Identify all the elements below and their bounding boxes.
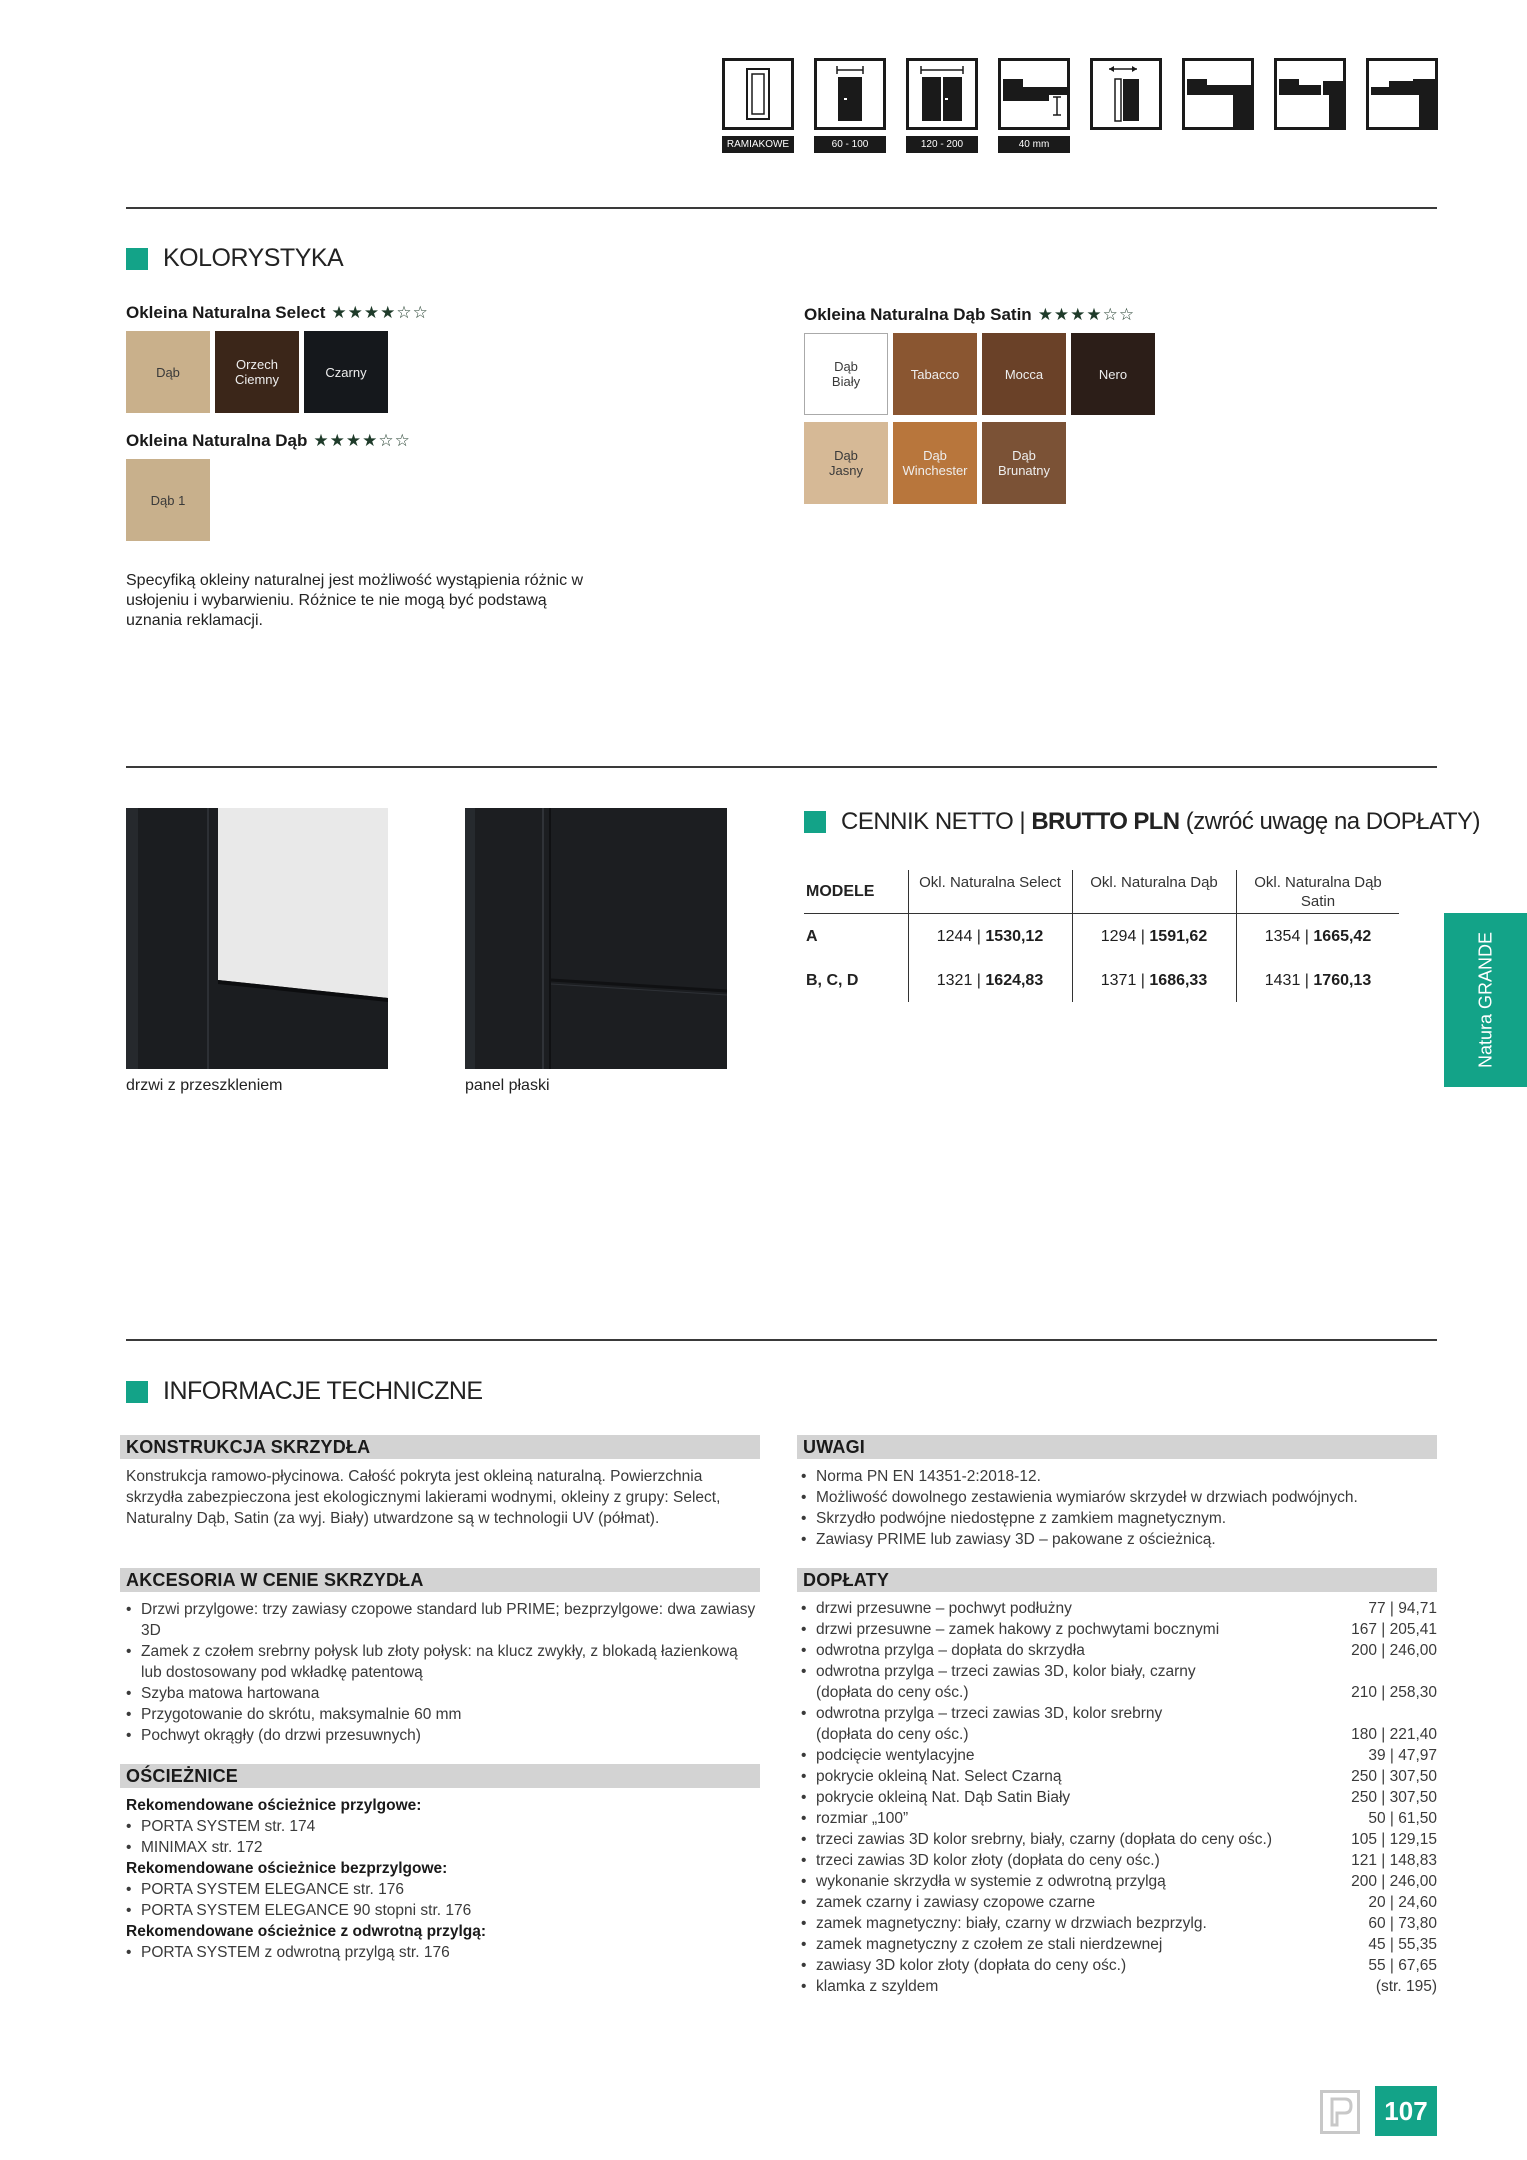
surcharge-value: 210 | 258,30	[1351, 1684, 1437, 1701]
list-item: • Możliwość dowolnego zestawienia wymiarów skrzydeł w drzwiach podwójnych.	[801, 1487, 1437, 1508]
icon-label-double: 120 - 200	[906, 136, 978, 153]
swatch-mocca: Mocca	[982, 333, 1066, 415]
surcharge-value: 180 | 221,40	[1351, 1726, 1437, 1743]
surcharge-row	[801, 1724, 1437, 1745]
section-marker	[126, 1381, 148, 1403]
surcharge-label: • trzeci zawias 3D kolor złoty (dopłata do ceny ośc.)	[801, 1850, 1160, 1871]
table-col-divider	[1236, 870, 1237, 1002]
swatch-czarny: Czarny	[304, 331, 388, 413]
icon-label-thickness: 40 mm	[998, 136, 1070, 153]
surcharge-label: • odwrotna przylga – trzeci zawias 3D, kolor biały, czarny	[801, 1661, 1196, 1682]
surcharge-label: • klamka z szyldem	[801, 1976, 938, 1997]
accessories-list	[126, 1599, 760, 1746]
surcharge-value: 20 | 24,60	[1368, 1894, 1437, 1911]
surcharge-label: • trzeci zawias 3D kolor srebrny, biały, czarny (dopłata do ceny ośc.)	[801, 1829, 1272, 1850]
caption-flat: panel płaski	[465, 1077, 550, 1094]
surcharge-label: • zamek czarny i zawiasy czopowe czarne	[801, 1892, 1095, 1913]
veneer-note: Specyfiką okleiny naturalnej jest możliwość wystąpienia różnic w usłojeniu i wybarwieniu. Różnice te nie mogą być podstawą uznania reklamacji.	[126, 572, 584, 629]
surcharge-value: 45 | 55,35	[1368, 1936, 1437, 1953]
surcharge-value: 200 | 246,00	[1351, 1873, 1437, 1890]
surcharge-value: 105 | 129,15	[1351, 1831, 1437, 1848]
divider-top	[126, 207, 1437, 209]
price-bcd-select: 1321 | 1624,83	[936, 972, 1044, 989]
surcharge-row	[801, 1808, 1437, 1829]
construction-text: Konstrukcja ramowo-płycinowa. Całość pokryta jest okleiną naturalną. Powierzchnia skrzydła zabezpieczona jest ekologicznymi lakierami wodnymi, okleiny z grupy: Select, Naturalny Dąb, Satin (za wyj. Biały) utwardzone są w technologii UV (półmat).	[126, 1468, 721, 1527]
icon-double-door	[906, 58, 978, 153]
surcharges-list	[801, 1598, 1437, 1997]
col-header-dab-satin: Okl. Naturalna Dąb Satin	[1254, 874, 1382, 910]
surcharge-value: 60 | 73,80	[1368, 1915, 1437, 1932]
icon-single-door	[814, 58, 886, 153]
icon-thickness	[998, 58, 1070, 153]
frame-door-icon	[722, 58, 794, 130]
list-item: • PORTA SYSTEM ELEGANCE str. 176	[126, 1879, 760, 1900]
table-col-divider	[908, 870, 909, 1002]
surcharge-label: • odwrotna przylga – dopłata do skrzydła	[801, 1640, 1085, 1661]
surcharge-row	[801, 1871, 1437, 1892]
table-col-divider	[1072, 870, 1073, 1002]
swatch-dab: Dąb	[126, 331, 210, 413]
swatch-orzech-ciemny: Orzech Ciemny	[215, 331, 299, 413]
row-model-bcd: B, C, D	[806, 972, 859, 989]
price-a-satin: 1354 | 1665,42	[1264, 928, 1372, 945]
surcharge-row	[801, 1619, 1437, 1640]
col-header-dab: Okl. Naturalna Dąb	[1090, 874, 1218, 891]
notes-list	[801, 1466, 1437, 1550]
list-item: • PORTA SYSTEM z odwrotną przylgą str. 176	[126, 1942, 760, 1963]
price-bcd-dab: 1371 | 1686,33	[1100, 972, 1208, 989]
surcharge-label: • rozmiar „100”	[801, 1808, 908, 1829]
surcharge-label: • wykonanie skrzydła w systemie z odwrotną przylgą	[801, 1871, 1166, 1892]
surcharge-label: (dopłata do ceny ośc.)	[816, 1684, 969, 1701]
icon-non-rebated	[1274, 58, 1346, 153]
swatch-dab-jasny: Dąb Jasny	[804, 422, 888, 504]
tech-section-title: INFORMACJE TECHNICZNE	[126, 1377, 483, 1406]
divider-lower	[126, 1339, 1437, 1341]
sliding-door-icon	[1090, 58, 1162, 130]
icon-frame-door	[722, 58, 794, 153]
surcharge-row	[801, 1955, 1437, 1976]
price-a-dab: 1294 | 1591,62	[1100, 928, 1208, 945]
table-header-line	[804, 913, 1399, 914]
notes-title: UWAGI	[797, 1435, 1437, 1459]
surcharge-value: 250 | 307,50	[1351, 1768, 1437, 1785]
icon-label-single: 60 - 100	[814, 136, 886, 153]
frames-heading-reverse: Rekomendowane ościeżnice z odwrotną przylgą:	[126, 1923, 487, 1940]
surcharge-label: • pokrycie okleiną Nat. Dąb Satin Biały	[801, 1787, 1070, 1808]
price-section-title: CENNIK NETTO | BRUTTO PLN (zwróć uwagę na DOPŁATY)	[804, 808, 1480, 836]
surcharges-title: DOPŁATY	[797, 1568, 1437, 1592]
side-tab-natura-grande: Natura GRANDE	[1444, 913, 1527, 1087]
accessories-title: AKCESORIA W CENIE SKRZYDŁA	[120, 1568, 760, 1592]
icon-reverse	[1366, 58, 1438, 153]
list-item: • Szyba matowa hartowana	[126, 1683, 760, 1704]
reverse-rebate-icon	[1366, 58, 1438, 130]
list-item: • Pochwyt okrągły (do drzwi przesuwnych)	[126, 1725, 760, 1746]
colors-section-title: KOLORYSTYKA	[126, 244, 343, 273]
col-header-select: Okl. Naturalna Select	[919, 874, 1061, 891]
surcharge-row	[801, 1766, 1437, 1787]
list-item: • PORTA SYSTEM str. 174	[126, 1816, 760, 1837]
surcharge-row	[801, 1640, 1437, 1661]
surcharge-value: 55 | 67,65	[1368, 1957, 1437, 1974]
surcharge-label: • zawiasy 3D kolor złoty (dopłata do ceny ośc.)	[801, 1955, 1126, 1976]
swatch-tabacco: Tabacco	[893, 333, 977, 415]
frames-content	[126, 1795, 760, 1963]
door-type-icons	[722, 58, 1438, 153]
rating-stars-icon: ★★★★☆☆	[313, 431, 411, 450]
icon-rebated	[1182, 58, 1254, 153]
list-item: • Drzwi przylgowe: trzy zawiasy czopowe standard lub PRIME; bezprzylgowe: dwa zawiasy 3D	[126, 1599, 760, 1641]
surcharge-value: 77 | 94,71	[1368, 1600, 1437, 1617]
rating-stars-icon: ★★★★☆☆	[331, 303, 429, 322]
surcharge-row	[801, 1850, 1437, 1871]
section-marker	[804, 811, 826, 833]
surcharge-row	[801, 1661, 1437, 1682]
surcharge-row	[801, 1934, 1437, 1955]
rebated-door-icon	[1182, 58, 1254, 130]
brand-logo-icon	[1320, 2090, 1360, 2134]
surcharge-row	[801, 1745, 1437, 1766]
non-rebated-door-icon	[1274, 58, 1346, 130]
surcharge-label: • pokrycie okleiną Nat. Select Czarną	[801, 1766, 1062, 1787]
models-header: MODELE	[806, 883, 875, 900]
list-item: • Zamek z czołem srebrny połysk lub złoty połysk: na klucz zwykły, z blokadą łazienkową lub dostosowany pod wkładkę patentową	[126, 1641, 760, 1683]
icon-label-frame: RAMIAKOWE	[722, 136, 794, 153]
surcharge-row	[801, 1787, 1437, 1808]
surcharge-row	[801, 1703, 1437, 1724]
swatch-dab-winchester: Dąb Winchester	[893, 422, 977, 504]
page-number: 107	[1375, 2086, 1437, 2136]
surcharge-row	[801, 1682, 1437, 1703]
door-thickness-icon	[998, 58, 1070, 130]
group-title-select: Okleina Naturalna Select ★★★★☆☆	[126, 303, 429, 322]
surcharge-value: 200 | 246,00	[1351, 1642, 1437, 1659]
surcharge-row	[801, 1829, 1437, 1850]
frames-heading-rebated: Rekomendowane ościeżnice przylgowe:	[126, 1797, 422, 1814]
surcharge-label: • zamek magnetyczny z czołem ze stali nierdzewnej	[801, 1934, 1162, 1955]
list-item: • Skrzydło podwójne niedostępne z zamkiem magnetycznym.	[801, 1508, 1437, 1529]
list-item: • PORTA SYSTEM ELEGANCE 90 stopni str. 176	[126, 1900, 760, 1921]
surcharge-label: • drzwi przesuwne – pochwyt podłużny	[801, 1598, 1072, 1619]
list-item: • MINIMAX str. 172	[126, 1837, 760, 1858]
section-marker	[126, 248, 148, 270]
surcharge-row	[801, 1913, 1437, 1934]
list-item: • Norma PN EN 14351-2:2018-12.	[801, 1466, 1437, 1487]
surcharge-value: 39 | 47,97	[1368, 1747, 1437, 1764]
price-bcd-satin: 1431 | 1760,13	[1264, 972, 1372, 989]
double-door-width-icon	[906, 58, 978, 130]
frames-title: OŚCIEŻNICE	[120, 1764, 760, 1788]
swatch-dab-brunatny: Dąb Brunatny	[982, 422, 1066, 504]
surcharge-row	[801, 1976, 1437, 1997]
surcharge-value: 250 | 307,50	[1351, 1789, 1437, 1806]
icon-sliding	[1090, 58, 1162, 153]
swatch-dab-bialy: Dąb Biały	[804, 333, 888, 415]
surcharge-label: (dopłata do ceny ośc.)	[816, 1726, 969, 1743]
list-item: • Zawiasy PRIME lub zawiasy 3D – pakowane z ościeżnicą.	[801, 1529, 1437, 1550]
surcharge-value: 50 | 61,50	[1368, 1810, 1437, 1827]
list-item: • Przygotowanie do skrótu, maksymalnie 60 mm	[126, 1704, 760, 1725]
price-a-select: 1244 | 1530,12	[936, 928, 1044, 945]
frames-heading-non-rebated: Rekomendowane ościeżnice bezprzylgowe:	[126, 1860, 448, 1877]
photo-glazed-door	[126, 808, 388, 1069]
surcharge-label: • zamek magnetyczny: biały, czarny w drzwiach bezprzylg.	[801, 1913, 1207, 1934]
surcharge-label: • odwrotna przylga – trzeci zawias 3D, kolor srebrny	[801, 1703, 1162, 1724]
swatch-dab-1: Dąb 1	[126, 459, 210, 541]
group-title-dab-satin: Okleina Naturalna Dąb Satin ★★★★☆☆	[804, 305, 1136, 324]
row-model-a: A	[806, 928, 818, 945]
surcharge-value: (str. 195)	[1375, 1978, 1437, 1995]
single-door-width-icon	[814, 58, 886, 130]
rating-stars-icon: ★★★★☆☆	[1037, 305, 1136, 324]
surcharge-value: 167 | 205,41	[1351, 1621, 1437, 1638]
divider-middle	[126, 766, 1437, 768]
caption-glazed: drzwi z przeszkleniem	[126, 1077, 283, 1094]
surcharge-row	[801, 1892, 1437, 1913]
surcharge-label: • drzwi przesuwne – zamek hakowy z pochwytami bocznymi	[801, 1619, 1219, 1640]
photo-flat-panel	[465, 808, 727, 1069]
construction-title: KONSTRUKCJA SKRZYDŁA	[120, 1435, 760, 1459]
swatch-nero: Nero	[1071, 333, 1155, 415]
group-title-dab: Okleina Naturalna Dąb ★★★★☆☆	[126, 431, 411, 450]
surcharge-label: • podcięcie wentylacyjne	[801, 1745, 975, 1766]
surcharge-row	[801, 1598, 1437, 1619]
surcharge-value: 121 | 148,83	[1351, 1852, 1437, 1869]
